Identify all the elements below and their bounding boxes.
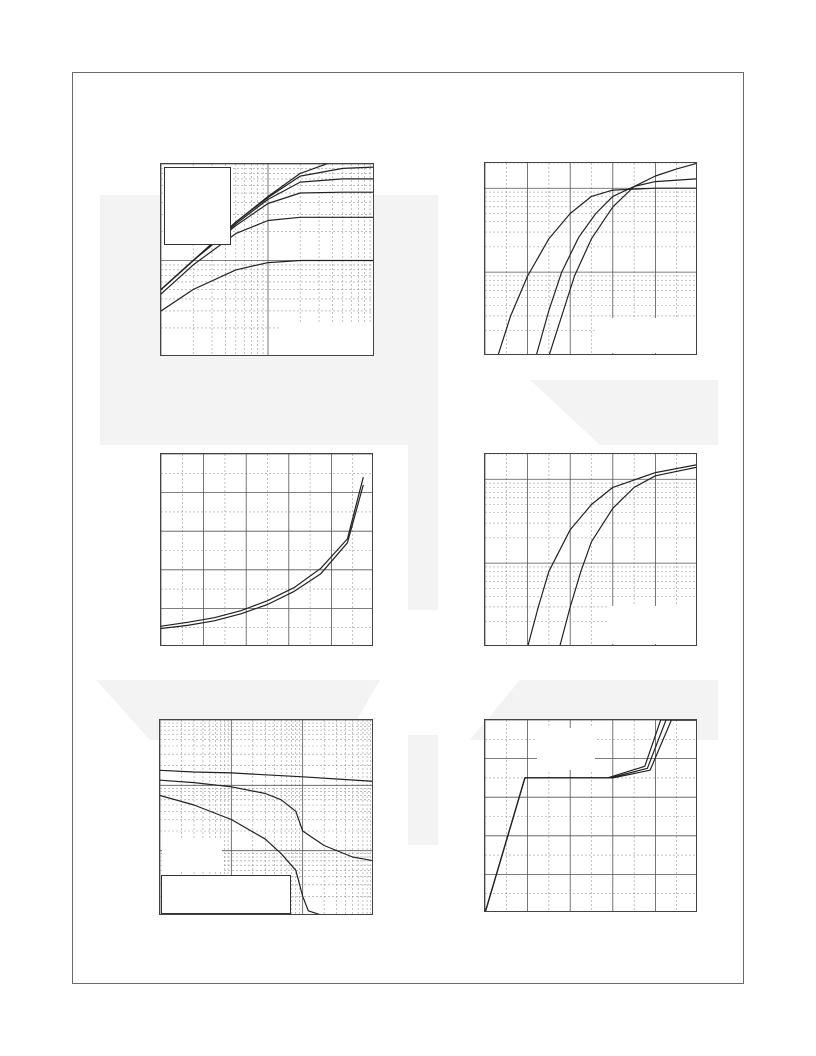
chart-panel-5 <box>159 719 373 915</box>
chart-panel-2 <box>484 162 697 355</box>
chart-6-note-area <box>537 728 595 770</box>
chart-5-note-area <box>162 838 222 872</box>
chart-panel-3 <box>160 453 373 646</box>
chart-panel-6 <box>484 719 697 912</box>
chart-3-plot <box>161 454 373 646</box>
chart-panel-4 <box>484 453 697 646</box>
chart-4-note-area <box>609 606 696 644</box>
chart-2-note-area <box>597 318 696 353</box>
chart-panel-1 <box>160 163 374 356</box>
series-line-2 <box>161 485 363 629</box>
series-line-1 <box>160 770 373 781</box>
chart-1-note-area <box>279 322 373 355</box>
chart-1-legend-box <box>164 167 231 245</box>
series-line-1 <box>161 477 363 626</box>
chart-5-legend-box <box>161 875 291 914</box>
